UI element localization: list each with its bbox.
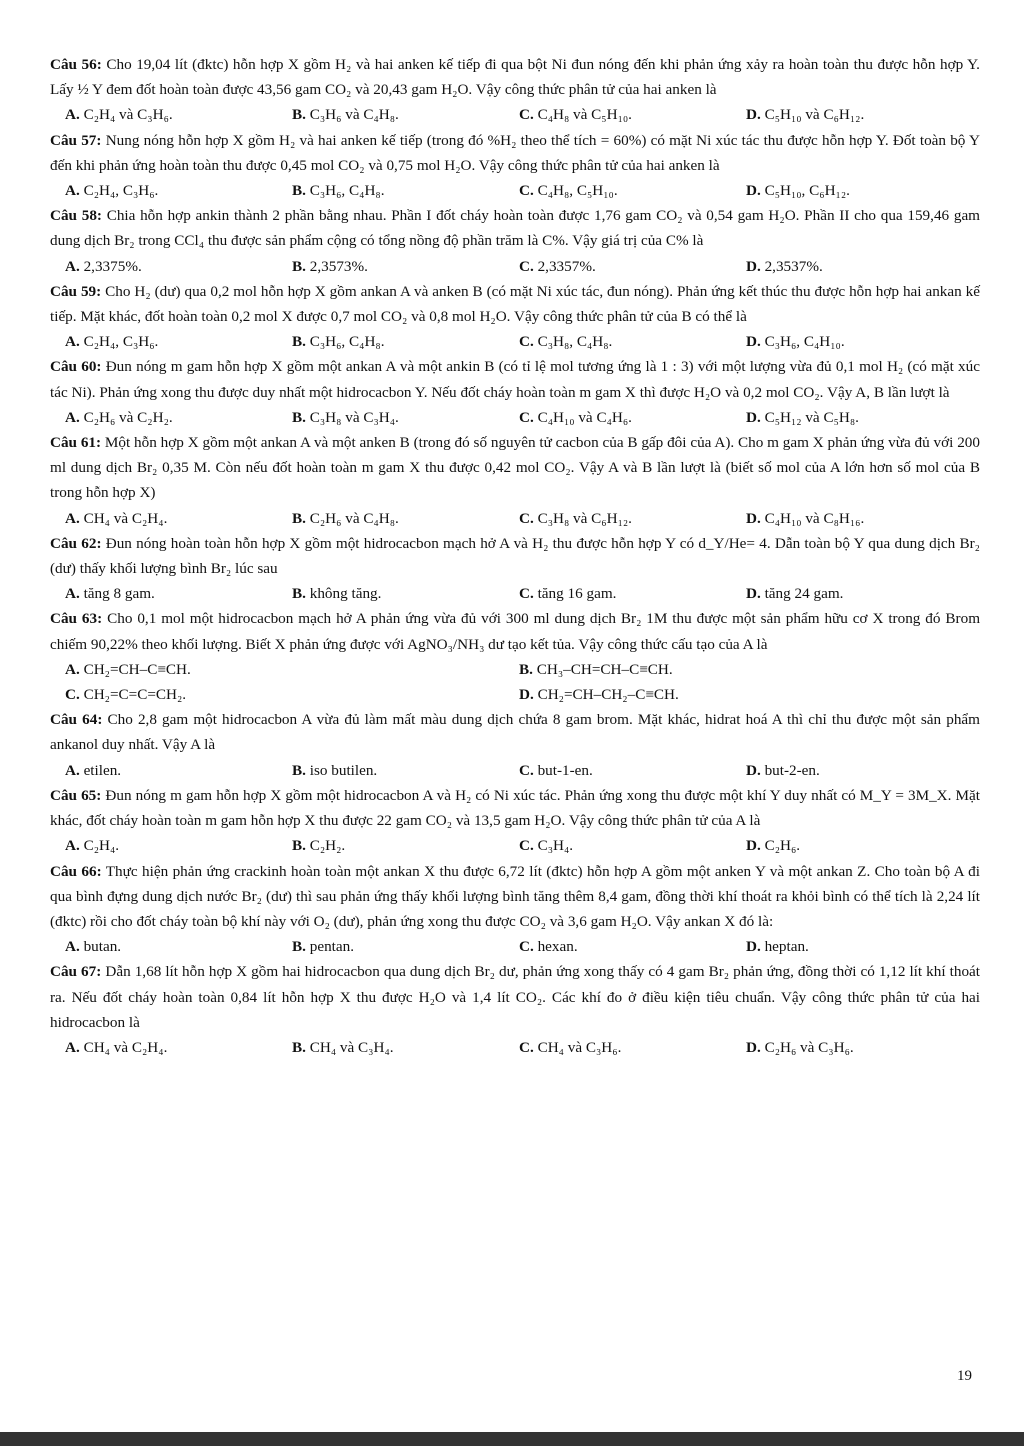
option-b: B. không tăng.: [292, 585, 382, 603]
question-text: Cho 0,1 mol một hidrocacbon mạch hở A phản ứng vừa đủ với 300 ml dung dịch Br₂ 1M thu được một sản phẩm hữu cơ X trong đó Brom chiếm 90,22% theo khối lượng. Biết X phản ứng được với AgNO₃/NH₃ dư tạo kết tủa. Vậy công thức cấu tạo của A là: [50, 610, 981, 653]
question-text: Đun nóng m gam hỗn hợp X gồm một hidrocacbon A và H₂ có Ni xúc tác. Phản ứng xong thu được một khí Y duy nhất có M_Y = 3M_X. Mặt khác, đốt cháy hoàn toàn m gam hỗn hợp X thu được 22 gam CO₂ và 13,5 gam H₂O. Vậy công thức phân tử của A là: [50, 786, 980, 830]
option-c: C. C₄H₈ và C₅H₁₀.: [519, 106, 632, 124]
option-d: D. but-2-en.: [746, 761, 820, 779]
option-c: C. C₃H₈, C₄H₈.: [519, 333, 613, 351]
option-a: A. C₂H₆ và C₂H₂.: [65, 408, 173, 426]
question-62: Câu 62: Đun nóng hoàn toàn hỗn hợp X gồm một hidrocacbon mạch hở A và H₂ thu được hỗn hợp Y có d_Y/He= 4. Dẫn toàn bộ Y qua dung dịch Br₂ (dư) thấy khối lượng bình Br₂ lúc sau: [50, 534, 980, 578]
option-b: B. CH₃–CH=CH–C≡CH.: [519, 660, 673, 678]
question-57: Câu 57: Nung nóng hỗn hợp X gồm H₂ và hai anken kế tiếp (trong đó %H₂ theo thể tích = 60%) có mặt Ni xúc tác thu được hỗn hợp Y. Đốt toàn bộ Y đến khi phản ứng hoàn toàn thu được 0,45 mol CO₂ và 0,75 mol H₂O. Vậy công thức phân tử của hai anken là: [50, 131, 981, 174]
option-a: A. etilen.: [65, 761, 122, 779]
option-a: A. 2,3375%.: [65, 257, 142, 275]
option-d: D. tăng 24 gam.: [746, 585, 844, 603]
option-c: C. CH₂=C=C=CH₂.: [65, 686, 187, 704]
option-a: A. C₂H₄.: [65, 837, 120, 855]
options-64: [50, 758, 980, 783]
scan-bottom-edge: [0, 1432, 1024, 1446]
question-66: Câu 66: Thực hiện phản ứng crackinh hoàn toàn một ankan X thu được 6,72 lít (đktc) hỗn hợp A gồm một anken Y và một ankan Z. Cho toàn bộ A đi qua bình đựng dung dịch nước Br₂ (dư) thì sau phản ứng thấy khối lượng bình tăng thêm 8,4 gam, đồng thời khí thoát ra khỏi bình có thể tích là 2,24 lít (đktc) rồi cho đốt cháy toàn bộ khí này với O₂ (dư), phản ứng xong thu được CO₂ và 3,6 gam H₂O. Vậy ankan X đó là:: [50, 862, 980, 930]
option-c: C. but-1-en.: [519, 761, 593, 779]
options-63-row1: [50, 657, 980, 682]
option-a: A. CH₄ và C₂H₄.: [65, 509, 168, 527]
option-d: D. C₅H₁₀, C₆H₁₂.: [746, 182, 850, 200]
question-58: Câu 58: Chia hỗn hợp ankin thành 2 phần bằng nhau. Phần I đốt cháy hoàn toàn được 1,76 gam CO₂ và 0,54 gam H₂O. Phần II cho qua 159,46 gam dung dịch Br₂ trong CCl₄ thu được sản phẩm cộng có tổng nồng độ phần trăm là C%. Vậy giá trị của C% là: [50, 207, 980, 250]
options-65: [50, 833, 980, 858]
options-56: [50, 102, 980, 127]
question-61: Câu 61: Một hỗn hợp X gồm một ankan A và một anken B (trong đó số nguyên tử cacbon của B gấp đôi của A). Cho m gam X phản ứng vừa đủ với 200 ml dung dịch Br₂ 0,35 M. Còn nếu đốt hoàn toàn m gam X thu được 0,42 mol CO₂. Vậy A và B lần lượt là (biết số mol của A lớn hơn số mol của B trong hỗn hợp X): [50, 434, 980, 502]
option-a: A. C₂H₄, C₃H₆.: [65, 333, 159, 351]
option-a: A. C₂H₄ và C₃H₆.: [65, 106, 173, 124]
question-64: Câu 64: Cho 2,8 gam một hidrocacbon A vừa đủ làm mất màu dung dịch chứa 8 gam brom. Mặt khác, hidrat hoá A thì chỉ thu được một sản phẩm ankanol duy nhất. Vậy A là: [50, 711, 980, 754]
question-59: Câu 59: Cho H₂ (dư) qua 0,2 mol hỗn hợp X gồm ankan A và anken B (có mặt Ni xúc tác, đun nóng). Phản ứng kết thúc thu được hỗn hợp hai ankan kế tiếp. Mặt khác, đốt hoàn toàn 0,2 mol X được 0,7 mol CO₂ và 0,8 mol H₂O. Vậy công thức phân tử của B có thể là: [50, 282, 980, 326]
option-c: C. C₃H₈ và C₆H₁₂.: [519, 509, 632, 527]
options-59: [50, 329, 980, 354]
option-a: A. tăng 8 gam.: [65, 585, 155, 603]
question-65: Câu 65: Đun nóng m gam hỗn hợp X gồm một hidrocacbon A và H₂ có Ni xúc tác. Phản ứng xong thu được một khí Y duy nhất có M_Y = 3M_X. Mặt khác, đốt cháy hoàn toàn m gam hỗn hợp X thu được 22 gam CO₂ và 13,5 gam H₂O. Vậy công thức phân tử của A là: [50, 786, 980, 830]
option-b: B. iso butilen.: [292, 761, 378, 779]
question-text: Đun nóng m gam hỗn hợp X gồm một ankan A và một ankin B (có tỉ lệ mol tương ứng là 1 : 3) với một lượng vừa đủ 0,1 mol H₂ (có mặt xúc tác Ni). Phản ứng xong thu được duy nhất một hidrocacbon Y. Nếu đốt cháy hoàn toàn m gam X thì được H₂O và 0,2 mol CO₂. Vậy A, B lần lượt là: [50, 358, 980, 401]
page-number: 19: [957, 1368, 972, 1384]
option-b: B. C₃H₆, C₄H₈.: [292, 333, 385, 351]
option-d: D. C₂H₆ và C₃H₆.: [746, 1038, 854, 1056]
option-b: B. 2,3573%.: [292, 257, 368, 275]
option-d: D. C₃H₆, C₄H₁₀.: [746, 333, 845, 351]
option-d: D. C₂H₆.: [746, 837, 801, 855]
options-67: [50, 1035, 980, 1060]
option-d: D. 2,3537%.: [746, 257, 823, 275]
option-a: A. butan.: [65, 938, 122, 956]
option-a: A. CH₄ và C₂H₄.: [65, 1038, 168, 1056]
options-61: [50, 506, 980, 531]
options-60: [50, 405, 980, 430]
option-b: B. pentan.: [292, 938, 355, 956]
question-67: Câu 67: Dẫn 1,68 lít hỗn hợp X gồm hai hidrocacbon qua dung dịch Br₂ dư, phản ứng xong thấy có 4 gam Br₂ phản ứng, đồng thời có 1,12 lít khí thoát ra. Nếu đốt cháy hoàn toàn 0,84 lít hỗn hợp X thu được H₂O và 1,4 lít CO₂. Các khí đo ở điều kiện tiêu chuẩn. Vậy công thức phân tử của hai hidrocacbon là: [50, 963, 980, 1031]
question-text: Một hỗn hợp X gồm một ankan A và một anken B (trong đó số nguyên tử cacbon của B gấp đôi của A). Cho m gam X phản ứng vừa đủ với 200 ml dung dịch Br₂ 0,35 M. Còn nếu đốt hoàn toàn m gam X thu được 0,42 mol CO₂. Vậy A và B lần lượt là (biết số mol của A lớn hơn số mol của B trong hỗn hợp X): [50, 434, 980, 502]
option-b: B. C₃H₆ và C₄H₈.: [292, 106, 399, 124]
options-57: [50, 178, 980, 203]
option-c: C. C₄H₈, C₅H₁₀.: [519, 182, 618, 200]
option-b: B. C₃H₈ và C₃H₄.: [292, 408, 399, 426]
question-text: Dẫn 1,68 lít hỗn hợp X gồm hai hidrocacbon qua dung dịch Br₂ dư, phản ứng xong thấy có 4 gam Br₂ phản ứng, đồng thời có 1,12 lít khí thoát ra. Nếu đốt cháy hoàn toàn 0,84 lít hỗn hợp X thu được H₂O và 1,4 lít CO₂. Các khí đo ở điều kiện tiêu chuẩn. Vậy công thức phân tử của hai hidrocacbon là: [50, 963, 980, 1031]
option-a: A. C₂H₄, C₃H₆.: [65, 182, 159, 200]
option-c: C. C₄H₁₀ và C₄H₆.: [519, 408, 632, 426]
options-58: [50, 254, 980, 279]
option-c: C. C₃H₄.: [519, 837, 574, 855]
option-c: C. tăng 16 gam.: [519, 585, 617, 603]
question-text: Cho 2,8 gam một hidrocacbon A vừa đủ làm mất màu dung dịch chứa 8 gam brom. Mặt khác, hidrat hoá A thì chỉ thu được một sản phẩm ankanol duy nhất. Vậy A là: [50, 711, 980, 754]
question-60: Câu 60: Đun nóng m gam hỗn hợp X gồm một ankan A và một ankin B (có tỉ lệ mol tương ứng là 1 : 3) với một lượng vừa đủ 0,1 mol H₂ (có mặt xúc tác Ni). Phản ứng xong thu được duy nhất một hidrocacbon Y. Nếu đốt cháy hoàn toàn m gam X thì được H₂O và 0,2 mol CO₂. Vậy A, B lần lượt là: [50, 358, 980, 401]
option-d: D. CH₂=CH–CH₂–C≡CH.: [519, 686, 679, 704]
options-66: [50, 934, 980, 959]
option-a: A. CH₂=CH–C≡CH.: [65, 660, 191, 678]
option-b: B. CH₄ và C₃H₄.: [292, 1038, 394, 1056]
option-d: D. C₄H₁₀ và C₈H₁₆.: [746, 509, 865, 527]
question-text: Thực hiện phản ứng crackinh hoàn toàn một ankan X thu được 6,72 lít (đktc) hỗn hợp A gồm một anken Y và một ankan Z. Cho toàn bộ A đi qua bình đựng dung dịch nước Br₂ (dư) thì sau phản ứng thấy khối lượng bình tăng thêm 8,4 gam, đồng thời khí thoát ra khỏi bình có thể tích là 2,24 lít (đktc) rồi cho đốt cháy toàn bộ khí này với O₂ (dư), phản ứng xong thu được CO₂ và 3,6 gam H₂O. Vậy ankan X đó là:: [50, 862, 980, 930]
option-d: D. C₅H₁₀ và C₆H₁₂.: [746, 106, 865, 124]
option-b: B. C₃H₆, C₄H₈.: [292, 182, 385, 200]
option-b: B. C₂H₂.: [292, 837, 346, 855]
option-b: B. C₂H₆ và C₄H₈.: [292, 509, 399, 527]
option-d: D. C₅H₁₂ và C₅H₈.: [746, 408, 859, 426]
question-text: Cho 19,04 lít (đktc) hỗn hợp X gồm H₂ và hai anken kế tiếp đi qua bột Ni đun nóng đến khi phản ứng xảy ra hoàn toàn thu được hỗn hợp Y. Lấy ½ Y đem đốt hoàn toàn được 43,56 gam CO₂ và 20,43 gam H₂O. Vậy công thức phân tử của hai anken là: [50, 56, 980, 99]
options-62: [50, 581, 980, 606]
question-list: [50, 52, 980, 1060]
question-56: Câu 56: Cho 19,04 lít (đktc) hỗn hợp X gồm H₂ và hai anken kế tiếp đi qua bột Ni đun nóng đến khi phản ứng xảy ra hoàn toàn thu được hỗn hợp Y. Lấy ½ Y đem đốt hoàn toàn được 43,56 gam CO₂ và 20,43 gam H₂O. Vậy công thức phân tử của hai anken là: [50, 56, 980, 99]
question-text: Cho H₂ (dư) qua 0,2 mol hỗn hợp X gồm ankan A và anken B (có mặt Ni xúc tác, đun nóng). Phản ứng kết thúc thu được hỗn hợp hai ankan kế tiếp. Mặt khác, đốt hoàn toàn 0,2 mol X được 0,7 mol CO₂ và 0,8 mol H₂O. Vậy công thức phân tử của B có thể là: [50, 282, 980, 326]
question-text: Đun nóng hoàn toàn hỗn hợp X gồm một hidrocacbon mạch hở A và H₂ thu được hỗn hợp Y có d_Y/He= 4. Dẫn toàn bộ Y qua dung dịch Br₂ (dư) thấy khối lượng bình Br₂ lúc sau: [50, 534, 980, 578]
question-63: Câu 63: Cho 0,1 mol một hidrocacbon mạch hở A phản ứng vừa đủ với 300 ml dung dịch Br₂ 1M thu được một sản phẩm hữu cơ X trong đó Brom chiếm 90,22% theo khối lượng. Biết X phản ứng được với AgNO₃/NH₃ dư tạo kết tủa. Vậy công thức cấu tạo của A là: [50, 610, 981, 653]
question-text: Chia hỗn hợp ankin thành 2 phần bằng nhau. Phần I đốt cháy hoàn toàn được 1,76 gam CO₂ và 0,54 gam H₂O. Phần II cho qua 159,46 gam dung dịch Br₂ trong CCl₄ thu được sản phẩm cộng có tổng nồng độ phần trăm là C%. Vậy giá trị của C% là: [50, 207, 980, 250]
option-c: C. CH₄ và C₃H₆.: [519, 1038, 622, 1056]
option-c: C. hexan.: [519, 938, 578, 956]
options-63-row2: [50, 682, 980, 707]
question-text: Nung nóng hỗn hợp X gồm H₂ và hai anken kế tiếp (trong đó %H₂ theo thể tích = 60%) có mặt Ni xúc tác thu được hỗn hợp Y. Đốt toàn bộ Y đến khi phản ứng hoàn toàn thu được 0,45 mol CO₂ và 0,75 mol H₂O. Vậy công thức phân tử của hai anken là: [50, 131, 981, 174]
option-d: D. heptan.: [746, 938, 809, 956]
option-c: C. 2,3357%.: [519, 257, 596, 275]
